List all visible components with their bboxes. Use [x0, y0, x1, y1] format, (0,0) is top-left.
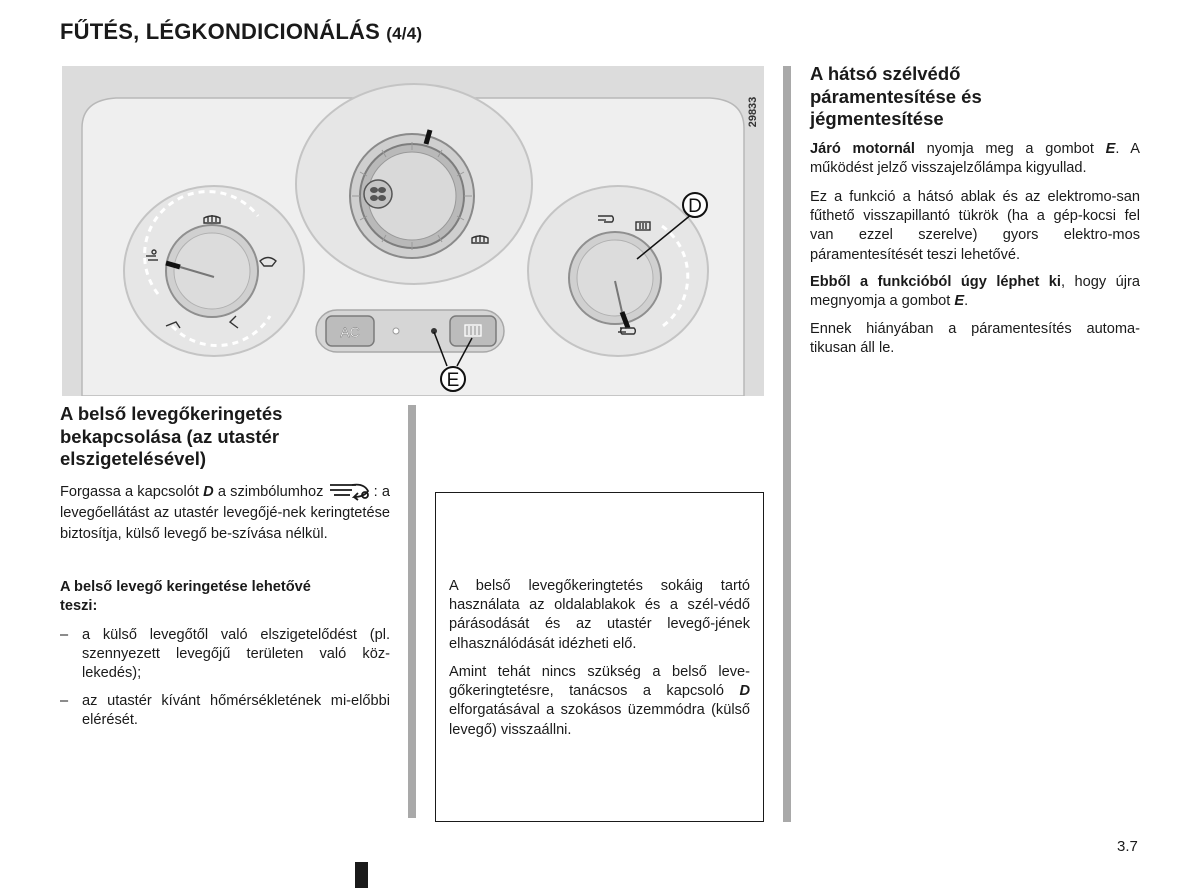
warning-text-after: elforgatásával a szokásos üzemmódra (külső levegő) visszaállni.	[449, 702, 750, 738]
recirc-heading-line3: elszigetelésével)	[60, 448, 207, 469]
defrost-exit-text: Ebből a funkcióból úgy léphet ki	[810, 274, 1061, 290]
recirc-text-before: Forgassa a kapcsolót	[60, 484, 204, 500]
fan-icon	[364, 180, 392, 208]
defrost-button-e-2: E	[954, 293, 965, 310]
recirc-paragraph	[60, 479, 390, 545]
warning-paragraph-1: A belső levegőkeringtetés sokáig tartó használata az oldalablakok és a szél-védő párásodását és az utastér levegő-jének elhasználódását idézheti elő.	[449, 578, 750, 652]
recirculation-icon	[328, 479, 374, 501]
control-panel-figure	[62, 66, 764, 396]
list-item-text: a külső levegőtől való elszigetelődést (pl. szennyezett levegőjű területen való köz-lekedés);	[82, 627, 390, 682]
defrost-button-e: E	[1105, 141, 1116, 157]
defrost-paragraph-3	[810, 273, 1140, 311]
defrost-paragraph-2: Ez a funkció a hátsó ablak és az elektromo-san fűthető visszapillantó tükrök (ha a gép-kocsi fel van ezzel szerelve) gyors elektro-mos páramentesítését teszi lehetővé.	[810, 189, 1140, 263]
defrost-heading	[810, 63, 1140, 131]
warning-box	[435, 492, 764, 822]
defrost-heading-line3: jégmentesítése	[810, 108, 944, 129]
list-item	[60, 692, 390, 730]
warning-text-before: Amint tehát nincs szükség a belső leve-gőkeringtetésre, tanácsos a kapcsoló	[449, 664, 750, 700]
page-title-main: FŰTÉS, LÉGKONDICIONÁLÁS	[60, 19, 380, 44]
list-item-text: az utastér kívánt hőmérsékletének mi-előbbi elérését.	[82, 693, 390, 729]
defrost-text-after: . A működést jelző visszajelzőlámpa kigyullad.	[810, 141, 1140, 177]
callout-e-label: E	[446, 370, 460, 391]
defrost-paragraph-1	[810, 140, 1140, 178]
list-dash: –	[60, 693, 69, 709]
list-item	[60, 626, 390, 684]
defrost-paragraph-4: Ennek hiányában a páramentesítés automa-tikusan áll le.	[810, 321, 1140, 357]
control-panel-drawing	[62, 66, 764, 396]
recirc-note-heading-line2: teszi:	[60, 598, 98, 615]
callout-d-label: D	[688, 196, 702, 217]
defrost-heading-line1: A hátsó szélvédő	[810, 63, 961, 84]
page-title-suffix: (4/4)	[386, 24, 423, 43]
defrost-text-end: .	[964, 293, 969, 310]
list-dash: –	[60, 627, 69, 643]
recirc-text-mid: a szimbólumhoz	[213, 484, 324, 500]
recirc-switch-d: D	[203, 484, 214, 500]
recirc-heading-line2: bekapcsolása (az utastér	[60, 425, 280, 447]
figure-ref-number: 29833	[747, 96, 759, 128]
page-number: 3.7	[1117, 838, 1138, 855]
defrost-text-mid-2: , hogy újra megnyomja a gombot	[810, 274, 1140, 310]
warning-switch-d: D	[739, 683, 750, 700]
defrost-text-mid: nyomja meg a gombot	[914, 141, 1106, 157]
recirc-note-heading	[60, 578, 390, 616]
defrost-heading-line2: páramentesítése és	[810, 85, 982, 107]
ac-button-label: AC	[340, 324, 360, 340]
recirc-text-after: : a levegőellátást az utastér levegőjé-nek keringtetése biztosítja, külső levegő be-szívása nélkül.	[60, 484, 390, 542]
recirc-heading-line1: A belső levegőkeringetés	[60, 403, 283, 424]
page-title	[60, 19, 422, 45]
warning-paragraph-2	[449, 663, 750, 740]
recirc-note-heading-line1: A belső levegő keringetése lehetővé	[60, 579, 311, 595]
defrost-engine-running: Járó motornál	[810, 141, 915, 157]
recirc-heading	[60, 403, 400, 471]
page-tab-marker	[355, 862, 368, 888]
column-rule-right	[783, 66, 791, 822]
column-rule-middle	[408, 405, 416, 818]
